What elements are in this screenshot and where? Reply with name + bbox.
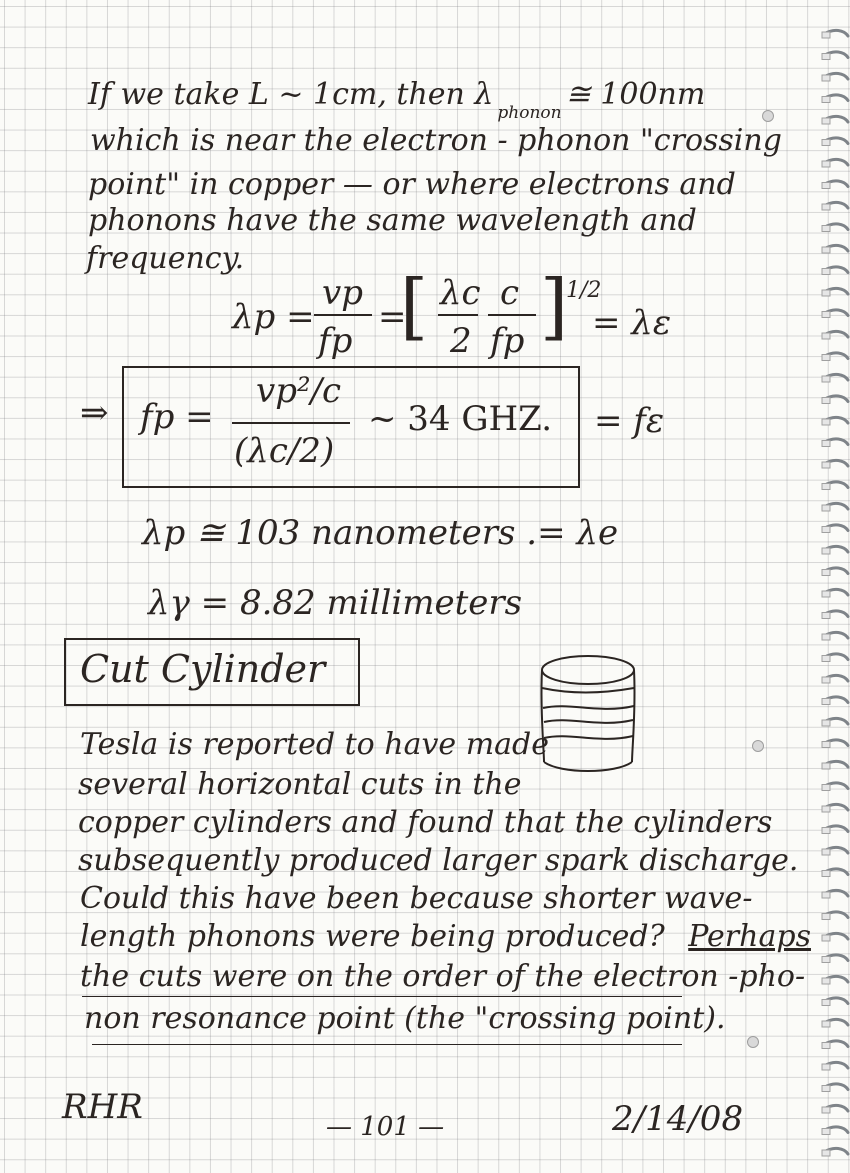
eq1-frac2-den: 2 [450,321,472,361]
page-date: 2/14/08 [612,1099,744,1139]
spiral-hole [822,376,830,382]
spiral-hole [822,75,830,81]
eq1-bracket-close: ] [540,264,569,348]
spiral-hole [822,634,830,640]
eq1-frac1-num: vp [322,273,363,313]
spiral-hole [822,32,830,38]
eq2-fraction-bar [232,422,350,424]
spiral-hole [822,398,830,404]
spiral-hole [822,978,830,984]
intro-line-4: phonons have the same wavelength and [88,203,697,238]
punch-hole [752,740,764,752]
spiral-hole [822,247,830,253]
spiral-hole [822,892,830,898]
intro-line-2: which is near the electron - phonon "crossing [90,123,782,158]
spiral-hole [822,548,830,554]
spiral-hole [822,957,830,963]
eq2-denominator: (λc/2) [234,431,335,471]
spiral-hole [822,355,830,361]
body-line-6 [80,919,811,954]
spiral-hole [822,591,830,597]
spiral-hole [822,204,830,210]
eq2-numerator: vp²/c [256,371,342,411]
spiral-hole [822,1000,830,1006]
spiral-hole [822,1150,830,1156]
spiral-hole [822,806,830,812]
body-line-3: copper cylinders and found that the cylinders [78,805,773,840]
spiral-hole [822,656,830,662]
spiral-hole [822,183,830,189]
author-initials: RHR [62,1087,143,1127]
eq1-equals: = [378,297,407,337]
spiral-hole [822,54,830,60]
intro-line-3: point" in copper — or where electrons and [88,167,736,202]
spiral-hole [822,419,830,425]
intro-line-1-value: ≅ 100nm [565,77,706,112]
spiral-hole [822,333,830,339]
eq1-frac3-bar [488,314,536,316]
spiral-hole [822,785,830,791]
spiral-hole [822,1064,830,1070]
intro-line-5: frequency. [86,241,245,276]
spiral-hole [822,828,830,834]
spiral-hole [822,97,830,103]
spiral-hole [822,914,830,920]
eq1-rhs: = λε [592,303,672,343]
body-line-7: the cuts were on the order of the electron -pho- [80,959,806,994]
section-heading: Cut Cylinder [80,647,326,691]
spiral-hole [822,699,830,705]
eq1-frac2-bar [438,314,478,316]
spiral-hole [822,1021,830,1027]
underline-line-7 [82,996,682,997]
eq1-frac2-num: λc [440,273,481,313]
spiral-hole [822,1086,830,1092]
page-number: — 101 — [326,1112,445,1142]
spiral-hole [822,763,830,769]
spiral-hole [822,312,830,318]
intro-line-1-text: If we take L ~ 1cm, then λ [88,77,494,112]
spiral-hole [822,505,830,511]
eq1-exponent: 1/2 [566,278,602,303]
spiral-hole [822,290,830,296]
body-line-6-text: length phonons were being produced? [80,919,665,954]
perhaps-underlined: Perhaps [688,919,811,954]
implies-arrow: ⇒ [80,393,109,433]
body-line-8: non resonance point (the "crossing point). [84,1001,726,1036]
spiral-hole [822,720,830,726]
spiral-hole [822,570,830,576]
spiral-hole [822,118,830,124]
lambda-p-result: λp ≅ 103 nanometers .= λe [142,513,619,553]
punch-hole [762,110,774,122]
intro-line-1 [88,77,706,123]
spiral-hole [822,484,830,490]
spiral-hole [822,441,830,447]
spiral-hole [822,527,830,533]
spiral-hole [822,462,830,468]
underline-line-8 [92,1044,682,1045]
eq2-lhs: fp = [140,397,214,437]
spiral-hole [822,1129,830,1135]
eq1-frac1-bar [314,314,372,316]
spiral-hole [822,742,830,748]
phonon-subscript: phonon [497,103,562,123]
spiral-hole [822,226,830,232]
eq2-rhs: = fε [594,401,665,441]
spiral-hole [822,677,830,683]
spiral-hole [822,1107,830,1113]
spiral-hole [822,1043,830,1049]
eq1-frac3-den: fp [490,321,525,361]
body-line-4: subsequently produced larger spark discharge. [78,843,799,878]
eq1-frac1-den: fp [318,321,353,361]
spiral-hole [822,269,830,275]
spiral-coils [810,0,850,1169]
eq1-bracket-open: [ [400,264,429,348]
eq1-lhs: λp = [232,297,315,337]
body-line-1: Tesla is reported to have made [80,727,550,762]
spiral-hole [822,161,830,167]
spiral-hole [822,849,830,855]
spiral-binding [810,0,850,1169]
spiral-hole [822,871,830,877]
spiral-hole [822,613,830,619]
body-line-2: several horizontal cuts in the [78,767,522,802]
spiral-hole [822,935,830,941]
lambda-gamma-result: λγ = 8.82 millimeters [148,583,523,623]
body-line-5: Could this have been because shorter wave- [80,881,753,916]
eq1-frac3-num: c [500,273,520,313]
eq2-approx-value: ~ 34 GHZ. [368,399,553,439]
spiral-hole [822,140,830,146]
punch-hole [747,1036,759,1048]
